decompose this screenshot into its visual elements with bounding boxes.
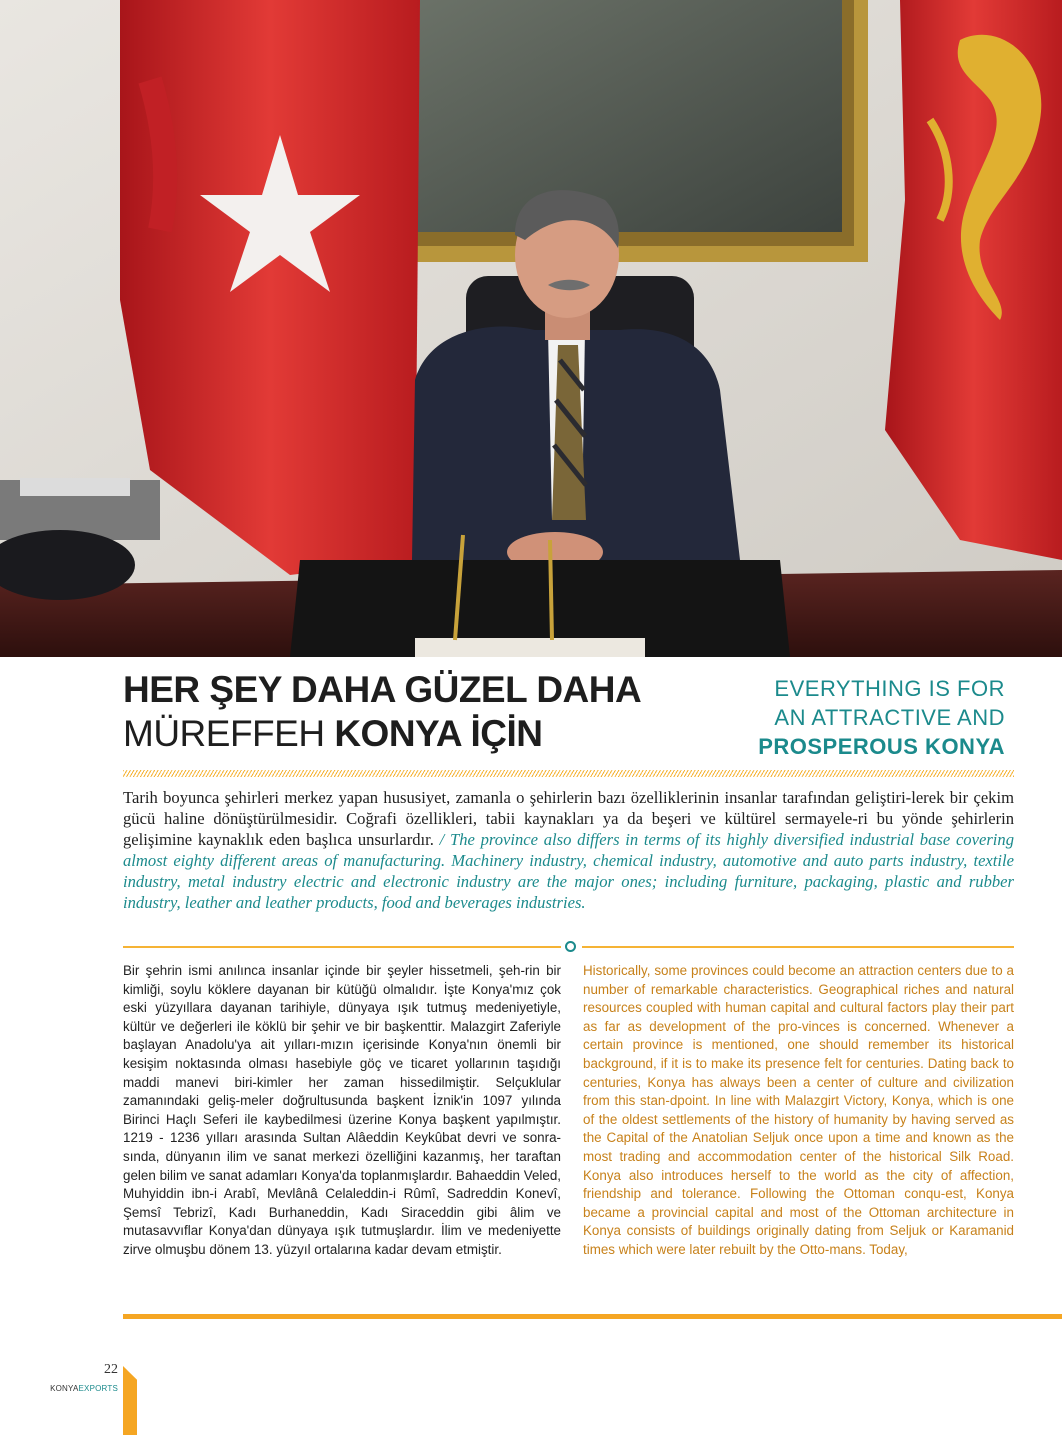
- column-divider-right: [582, 946, 1014, 948]
- governor-portrait-photo-icon: [0, 0, 1062, 657]
- magazine-name: [28, 1384, 118, 1393]
- headline-turkish-line2: [123, 712, 723, 756]
- headline-turkish-line2-light: MÜREFFEH: [123, 713, 335, 754]
- headline-turkish-line2-bold: KONYA İÇİN: [334, 713, 543, 754]
- intro-paragraph: [123, 787, 1014, 913]
- bottom-rule: [123, 1314, 1062, 1319]
- header-photo: [0, 0, 1062, 657]
- column-divider-left: [123, 946, 561, 948]
- divider-circle-icon: [565, 941, 576, 952]
- hatched-divider: [123, 770, 1014, 777]
- headline-english-line2: AN ATTRACTIVE AND: [774, 705, 1005, 730]
- headline-turkish: [123, 668, 723, 756]
- body-column-turkish: Bir şehrin ismi anılınca insanlar içinde bir şeyler hissetmeli, şeh-rin bir kimliği, soylu köklere dayanan bir kütüğü olmalıdır. İşte Konya'mız çok eski yüzyıllara dayanan tarihiyle, dünyaya ışık tutmuş medeniyetiyle, kültür ve değerleri ile köklü bir şehir ve bir başkenttir. Malazgirt Zaferiyle başlayan Anadolu'ya ait yılları-mızın içerisinde Konya'nın önemli bir kesişim noktasında olması hasebiyle göç ve ticaret yollarının taşıdığı maddi manevi biri-kimler her zaman hissedilmiştir. Selçuklular zamanındaki geliş-meler doğrultusunda başkent İznik'in 1097 yılında Birinci Haçlı Seferi ile kaybedilmesi üzerine Konya başkent yapılmıştır. 1219 - 1236 yılları arasında Sultan Alâeddin Keykûbat devri ve sonra-sında, dünyanın ilim ve sanat merkezi özelliğini kazanmış, her taraftan gelen bilim ve sanat adamları Konya'da toplanmışlardır. Bahaeddin Veled, Muhyiddin ibn-i Arabî, Mevlânâ Celaleddin-i Rûmî, Sadreddin Konevî, Şemsî Tebrizî, Kadı Burhaneddin, Kadı Siraceddin gibi âlim ve mutasavvıflar Konya'dan dünyaya ışık tutmuşlardır. İlim ve medeniyette zirve olmuşbu dönem 13. yüzyıl ortalarına kadar devam etmiştir.: [123, 963, 561, 1257]
- headline-turkish-line1: HER ŞEY DAHA GÜZEL DAHA: [123, 669, 642, 710]
- intro-english: / The province also differs in terms of its highly diversified industrial base covering almost eighty different areas of manufacturing. Machinery industry, chemical industry, automotive and auto parts industry, textile industry, metal industry electric and electronic industry are the major ones; including furniture, packaging, plastic and rubber industry, leather and leather products, food and beverages industries.: [123, 830, 1014, 912]
- intro-turkish: Tarih boyunca şehirleri merkez yapan hususiyet, zamanla o şehirlerin bazı özelliklerinin insanlar tarafından geliştiri-lerek bir çekim gücü haline dönüştürülmesidir. Coğrafi özellikleri, tabii kaynakları ya da beşeri ve kültürel sermayele-ri bu yönde şehirlerin gelişimine kaynaklık eden başlıca unsurlardır.: [123, 788, 1014, 849]
- magazine-name-part1: KONYA: [50, 1384, 79, 1393]
- magazine-name-part2: EXPORTS: [78, 1384, 118, 1393]
- footer-accent-bar: [123, 1366, 137, 1435]
- body-column-english: Historically, some provinces could become an attraction centers due to a number of remarkable characteristics. Geographical riches and natural resources coupled with human capital and cultural factors play their part as far as development of the pro-vinces is concerned. Whenever a certain province is mentioned, one should remember its historical background, if it is to make its presence felt for centuries. Dating back to centuries, Konya has always been a center of culture and civilization from this stan-dpoint. In line with Malazgirt Victory, Konya, which is one of the oldest settlements of the history of humanity by having served as the Capital of the Anatolian Seljuk once upon a time and known as the most trading and accommodation center of the historical Silk Road. Konya also introduces herself to the world as the city of affection, friendship and tolerance. Following the Ottoman conqu-est, Konya became a provincial capital and most of the Ottoman architecture in Konya consists of buildings originally dating from Seljuk or Karamanid times which were later rebuilt by the Otto-mans. Today,: [583, 963, 1014, 1257]
- headline-english: [685, 674, 1005, 761]
- page-number: 22: [104, 1362, 118, 1377]
- headline-english-line3: PROSPEROUS KONYA: [758, 734, 1005, 759]
- headline-english-line1: EVERYTHING IS FOR: [774, 676, 1005, 701]
